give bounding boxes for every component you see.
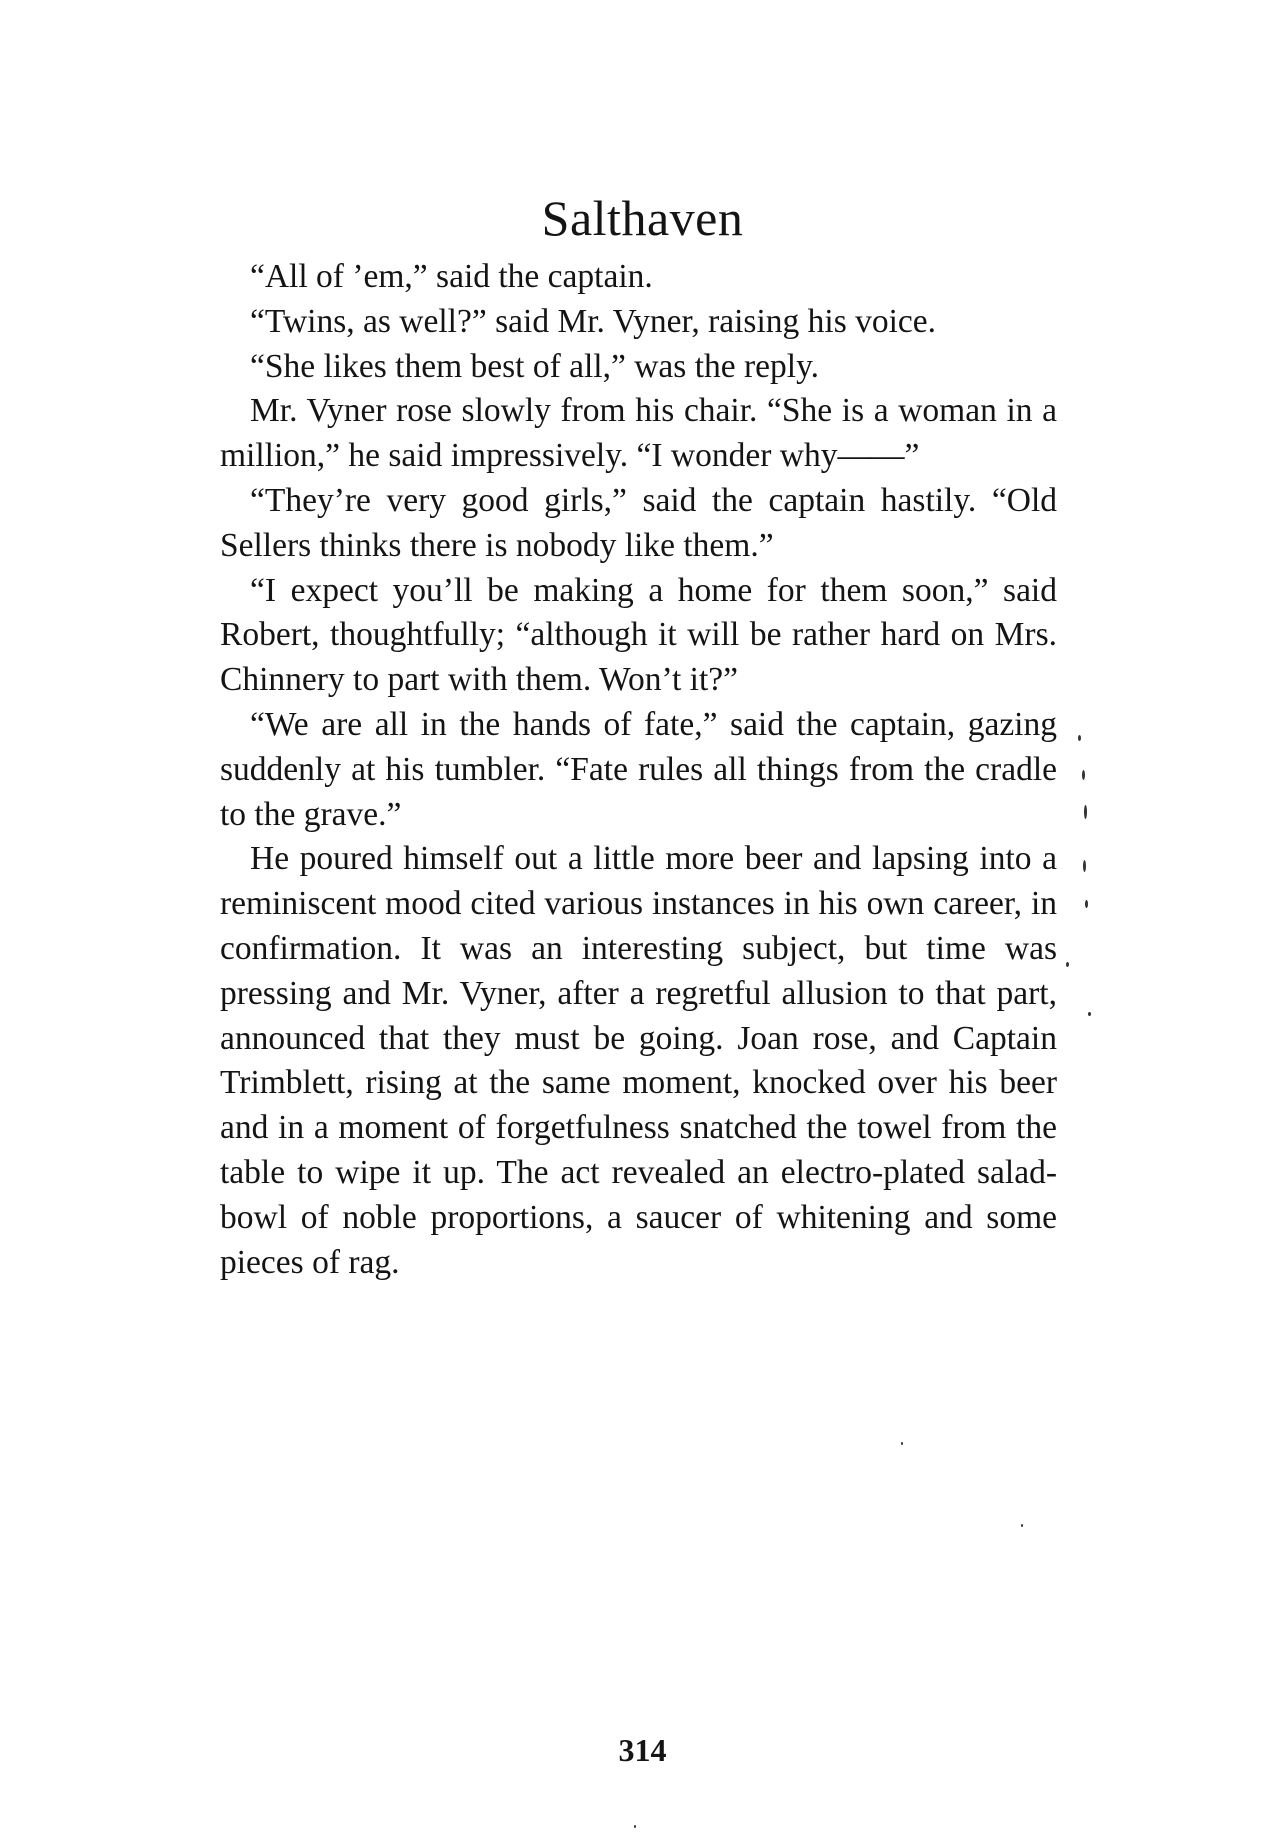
scan-speck (1085, 900, 1088, 908)
scan-speck (1082, 770, 1085, 780)
page-number: 314 (618, 1732, 667, 1768)
scan-speck (1088, 1012, 1091, 1016)
scan-speck (1083, 860, 1086, 872)
paragraph: “They’re very good girls,” said the captain hastily. “Old Sellers thinks there is nobody like them.” (220, 481, 1057, 564)
body-text (220, 255, 1057, 1285)
scan-speck (1021, 1524, 1023, 1527)
running-head: Salthaven (541, 190, 744, 246)
scan-speck (1078, 735, 1081, 741)
paragraph: “All of ’em,” said the captain. (250, 258, 653, 295)
paragraph: “I expect you’ll be making a home for them soon,” said Robert, thoughtfully; “although it will be rather hard on Mrs. Chinnery to part with them. Won’t it?” (220, 571, 1057, 699)
paragraph: He poured himself out a little more beer and lapsing into a reminiscent mood cited various instances in his own career, in confirmation. It was an interesting subject, but time was pressing and Mr. Vyner, after a regretful allusion to that part, announced that they must be going. Joan rose, and Captain Trimblett, rising at the same moment, knocked over his beer and in a moment of forgetfulness snatched the towel from the table to wipe it up. The act revealed an electro-plated salad-bowl of noble proportions, a saucer of whitening and some pieces of rag. (220, 840, 1057, 1281)
paragraph: “She likes them best of all,” was the reply. (250, 347, 820, 385)
scan-speck (1084, 805, 1087, 819)
scan-speck (634, 1825, 636, 1828)
paragraph: “We are all in the hands of fate,” said the captain, gazing suddenly at his tumbler. “Fate rules all things from the cradle to the grave.” (220, 705, 1057, 833)
scan-speck (901, 1442, 903, 1445)
paragraph: Mr. Vyner rose slowly from his chair. “She is a woman in a million,” he said impressively. “I wonder why——” (220, 392, 1057, 475)
paragraph: “Twins, as well?” said Mr. Vyner, raising his voice. (250, 302, 937, 340)
scan-speck (1066, 962, 1069, 967)
